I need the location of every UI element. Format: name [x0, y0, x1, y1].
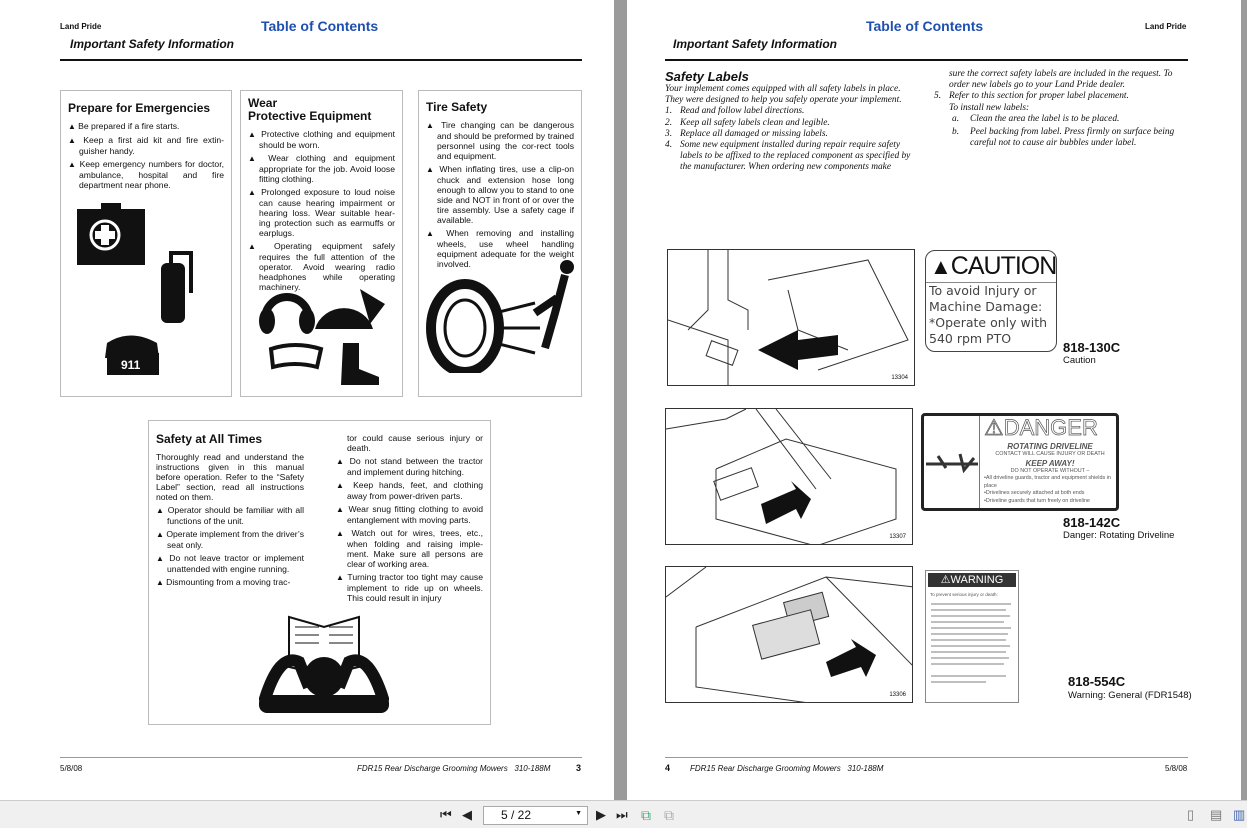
- warning-decal: ⚠WARNING To prevent serious injury or death:: [925, 570, 1019, 703]
- danger-header: ⚠DANGER: [984, 415, 1098, 440]
- footer-doc: FDR15 Rear Discharge Grooming Mowers 310-188M: [357, 764, 551, 773]
- bullet: ▲ Turning tractor too tight may cause implement to ride up on wheels. This could result in injury: [336, 572, 483, 603]
- wear-box: [240, 90, 403, 397]
- bullet: ▲ Operate implement from the driver’s seat only.: [156, 529, 304, 550]
- decal-line: To avoid Injury or: [929, 283, 1037, 298]
- label-caption: Danger: Rotating Driveline: [1063, 530, 1175, 541]
- intro: Your implement comes equipped with all safety labels in place. They were designed to help you safely operate your implement.: [665, 84, 902, 106]
- header-rule: [60, 59, 582, 61]
- driveline-pictogram: [924, 416, 980, 508]
- brand: Land Pride: [60, 22, 102, 31]
- figure-caution-location: 13304: [667, 249, 915, 386]
- implement-drawing: [668, 250, 915, 386]
- label-caption: Warning: General (FDR1548): [1068, 690, 1192, 701]
- figure-warning-location: 13306: [665, 566, 913, 703]
- all-times-title: Safety at All Times: [156, 432, 263, 446]
- footer-date: 5/8/08: [60, 764, 83, 773]
- fire-extinguisher-icon: [161, 263, 185, 323]
- bullet: ▲ When inflating tires, use a clip-on chuck and extension hose long enough to allow you to stand to one side and NOT in front of or over the tire assembly. Use a safety cage if available.: [426, 164, 574, 225]
- label-code: 818-130C: [1063, 340, 1121, 355]
- warning-fine-print: [926, 600, 1016, 690]
- step-item: 2. Keep all safety labels clean and legible.: [665, 117, 830, 128]
- single-page-view-icon[interactable]: ▯: [1187, 807, 1195, 822]
- next-page-button[interactable]: ▶: [596, 807, 606, 822]
- tire-box: [418, 90, 582, 397]
- copy-page-icon[interactable]: ⧉: [664, 807, 674, 823]
- step-item: 4. Some new equipment installed during repair require safety labels to be affixed to the replaced component as specified by the manufacturer. When ordering new components make: [665, 140, 911, 173]
- toc-link[interactable]: Table of Contents: [261, 18, 379, 34]
- safety-labels-col1: [665, 69, 917, 174]
- bullet: ▲ Keep hands, feet, and clothing away from power-driven parts.: [336, 480, 483, 501]
- bullet: ▲ Prolonged exposure to loud noise can cause hearing impairment or hearing loss. Wear suitable hear-ing protection such as earmuffs or earplugs.: [248, 187, 395, 238]
- bullet: ▲ Protective clothing and equipment should be worn.: [248, 129, 395, 150]
- step-item: 3. Replace all damaged or missing labels.: [665, 128, 828, 139]
- footer-rule: [665, 757, 1188, 758]
- goggles-icon: [271, 345, 321, 367]
- arrow-icon: [758, 330, 838, 370]
- bullet: ▲ Operating equipment safely requires the full attention of the operator. Avoid wearing radio headphones while operating machinery.: [248, 241, 395, 292]
- warning-header: ⚠WARNING: [928, 573, 1016, 587]
- prepare-box: [60, 90, 232, 397]
- bullet: ▲ Keep a first aid kit and fire extin-guisher handy.: [68, 135, 224, 156]
- warning-triangle-icon: ▲: [930, 254, 951, 279]
- prepare-title: Prepare for Emergencies: [68, 101, 211, 115]
- tire-explosion-icon: [425, 253, 577, 373]
- caution-header: ▲CAUTION: [926, 251, 1056, 283]
- safety-labels-col2: [934, 69, 1189, 149]
- bullet: ▲ Keep emergency numbers for doctor, ambulance, hospital and fire department near phone.: [68, 159, 224, 190]
- emergency-icons: [75, 203, 225, 393]
- svg-text:911: 911: [121, 358, 141, 372]
- page-number: 4: [665, 763, 671, 773]
- safety-labels-title: Safety Labels: [665, 69, 749, 84]
- decal-line: Machine Damage:: [929, 299, 1043, 314]
- section-title: Important Safety Information: [70, 37, 235, 51]
- two-page-view-icon[interactable]: ▥: [1233, 807, 1246, 822]
- bullet: ▲ Operator should be familiar with all functions of the unit.: [156, 505, 304, 526]
- rotate-page-icon[interactable]: ⧉: [641, 807, 651, 823]
- header-rule: [665, 59, 1188, 61]
- bullet: ▲ Dismounting from a moving trac-: [156, 577, 304, 588]
- bullet: ▲ Do not stand between the tractor and implement during hitching.: [336, 456, 483, 477]
- boot-icon: [341, 343, 379, 385]
- wear-title: Wear Protective Equipment: [248, 96, 372, 123]
- first-page-button[interactable]: ⏮: [440, 807, 452, 822]
- decal-line: •Drivelines securely attached at both ends: [984, 490, 1085, 496]
- toc-link[interactable]: Table of Contents: [866, 18, 984, 34]
- decal-line: 540 rpm PTO: [929, 331, 1012, 346]
- safety-all-times-box: [148, 420, 491, 725]
- decal-line: DO NOT OPERATE WITHOUT –: [1010, 467, 1090, 474]
- bullet: ▲ Be prepared if a fire starts.: [68, 121, 224, 132]
- tire-title: Tire Safety: [426, 100, 488, 114]
- bullet: ▲ Wear clothing and equipment appropriate for the job. Avoid loose fitting clothing.: [248, 153, 395, 184]
- figure-danger-location: 13307: [665, 408, 913, 545]
- decal-line: ROTATING DRIVELINE: [1007, 442, 1093, 451]
- page-number-input[interactable]: 5 / 22 ▼: [483, 806, 588, 825]
- caution-decal: [925, 250, 1057, 352]
- decal-line: •Driveline guards that turn freely on driveline: [984, 497, 1090, 504]
- label-code: 818-142C: [1063, 515, 1121, 530]
- bullet: ▲ When removing and installing wheels, use wheel handling equipment adequate for the weight involved.: [426, 228, 574, 269]
- hard-hat-icon: [315, 308, 373, 329]
- page-number: 3: [576, 763, 582, 773]
- bullet: ▲ Watch out for wires, trees, etc., when folding and raising imple-ment. Make sure all persons are clear of working area.: [336, 528, 483, 569]
- substep-b: b. Peel backing from label. Press firmly on surface being careful not to cause air bubbles under label.: [952, 127, 1175, 149]
- footer-date: 5/8/08: [1165, 764, 1188, 773]
- bullet: ▲ Tire changing can be dangerous and should be preformed by trained personnel using the cor-rect tools and equipment.: [426, 120, 574, 161]
- continuous-view-icon[interactable]: ▤: [1210, 807, 1223, 822]
- footer-rule: [60, 757, 582, 758]
- right-page: [627, 0, 1241, 800]
- decal-line: *Operate only with: [929, 315, 1048, 330]
- decal-line: •All driveline guards, tractor and equipment shields in place: [984, 475, 1111, 489]
- substep-a: a. Clean the area the label is to be placed.: [952, 113, 1120, 124]
- footer-doc: FDR15 Rear Discharge Grooming Mowers 310-188M: [690, 764, 884, 773]
- prev-page-button[interactable]: ◀: [462, 807, 472, 822]
- decal-line: KEEP AWAY!: [1025, 458, 1075, 468]
- continuation: sure the correct safety labels are included in the request. To order new labels go to your Land Pride dealer.: [949, 69, 1173, 91]
- label-code: 818-554C: [1068, 674, 1126, 689]
- reading-manual-icon: [259, 607, 389, 717]
- step-5: 5. Refer to this section for proper label placement. To install new labels:: [934, 91, 1129, 113]
- protective-gear-icons: [255, 279, 395, 391]
- continuation: tor could cause serious injury or death.: [347, 433, 483, 453]
- label-caption: Caution: [1063, 355, 1096, 366]
- decal-line: CONTACT WILL CAUSE INJURY OR DEATH: [995, 451, 1105, 457]
- arrow-icon: [826, 639, 876, 677]
- intro: Thoroughly read and understand the instructions given in this manual before operation. Refer to the “Safety Label” section, read all instructions noted on them.: [156, 452, 304, 502]
- bullet: ▲ Do not leave tractor or implement unattended with engine running.: [156, 553, 304, 574]
- brand: Land Pride: [1145, 22, 1187, 31]
- step-item: 1. Read and follow label directions.: [665, 106, 805, 117]
- bullet: ▲ Wear snug fitting clothing to avoid entanglement with moving parts.: [336, 504, 483, 525]
- arrow-icon: [761, 481, 811, 524]
- pdf-toolbar: [0, 800, 1247, 828]
- left-page: [0, 0, 614, 800]
- last-page-button[interactable]: ⏭: [616, 807, 628, 822]
- section-title: Important Safety Information: [673, 37, 838, 51]
- danger-decal: [921, 413, 1119, 511]
